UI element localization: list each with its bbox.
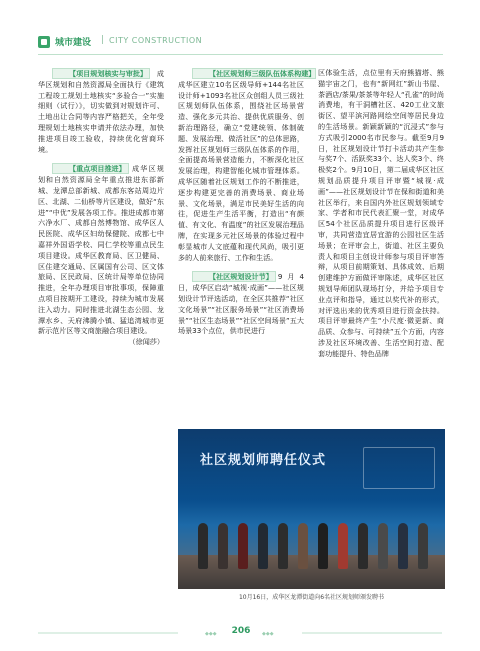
person-figure [238, 523, 248, 569]
person-figure [358, 523, 368, 569]
person-figure [418, 523, 428, 569]
section-title: 城市建设 [55, 38, 92, 48]
section-tag: 【社区规划设计节】 [192, 271, 276, 282]
paragraph-text: 成华区规划和自然资源局全年重点推进东部新城、龙潭总部新城、成都东客站周边片区、北湖、二仙桥等片区建设，做好“东进”“中优”发展各项工作。推进成都市第六净水厂、成都自然博物馆、成华区人民医院、成华区妇幼保健院、成都七中嘉祥外国语学校、同仁学校等重点民生项目建设。成华区教育局、区卫健局、区住建交通局、区属国有公司、区文体旅局、区民政局、区统计局等单位协同推进，全年办理项目审批事项，保障重点项目按期开工建设，持续为城市发展注入动力。同时推进北湖生态公园、龙潭水乡、天府沸腾小镇、猛追湾城市更新示范片区等文商旅融合项目建设。 [38, 164, 164, 336]
person-figure [378, 523, 388, 569]
section-tag: 【项目规划核实与审批】 [52, 68, 150, 79]
header-divider [38, 54, 443, 55]
section-title-english: CITY CONSTRUCTION [109, 36, 203, 45]
title-separator: | [101, 35, 105, 45]
paragraph-text: 成华区规划和自然资源局全面执行《建筑工程竣工规划土地核实“多验合一”实施细则（试行）》，切实做到对规划许可、土地出让合同等内容严格把关，全年受理规划土地核实申请并依法办理，加快推进项目竣工验收，持续优化营商环境。 [38, 69, 164, 154]
footer-ornament: ◆◆◆ [205, 631, 217, 637]
text-column-2 [178, 68, 316, 337]
banner-decoration [363, 447, 435, 489]
person-figure [298, 523, 308, 569]
person-figure [218, 523, 228, 569]
person-figure [198, 523, 208, 569]
text-column-3 [318, 68, 444, 360]
paragraph [38, 68, 164, 155]
section-tag: 【重点项目推进】 [52, 163, 129, 174]
paragraph-text: 区体验生活，点位里有天府熊猫塔、熊猫宇宙之门，也有“新网红”新山书屋、茶酒店/茶果/茶茶等年轻人“孔雀”的时尚消费地，有干洞槽社区、420工业文旅街区、望平滨河路网绘空间等居民身边的生活场景。新颖新颖的“沉浸式”参与方式吸引2000名市民参与。截至9月9日，社区规划设计节打卡活动共产生参与奖7个、活跃奖33个、达人奖3个、终极奖2个。9月10日，第二届成华区社区规划品质提升项目评审暨“城视·成画”——社区规划设计节在保和街道和美社区举行，来自国内外社区规划领域专家、学者和市民代表汇聚一堂，对成华区54个社区品质提升项目进行区级评审，共同营造宜居宜游的公园社区生活场景；在评审会上，街道、社区主要负责人和项目主创设计师参与项目评审答辩，从项目前期策划、具体成效、后期创建维护方面做评审陈述，成华区社区规划导师团队现场打分，并给予项目专业点评和指导，通过以奖代补的形式，对评选出来的优秀项目进行资金扶持。项目评审最终产生“小尺度·微更新、商品质、众参与、可持续”五个方面，内容涉及社区环境改善、生活空间打造、配套功能提升、特色品牌 [318, 68, 444, 358]
footer-divider-left [38, 632, 178, 634]
paragraph [38, 163, 164, 337]
paragraph [318, 68, 444, 360]
person-figure [258, 523, 268, 569]
person-figure [338, 523, 348, 569]
text-column-1 [38, 68, 164, 348]
photo-caption: 10月16日，成华区龙潭街道向6名社区规划师颁发聘书 [238, 594, 385, 601]
person-figure [278, 523, 288, 569]
footer-divider-right [302, 632, 442, 634]
page-number: 206 [231, 626, 251, 636]
event-photo [178, 429, 445, 589]
photo-banner-text: 社区规划师聘任仪式 [200, 453, 327, 468]
paragraph-text: 成华区建立10名区级导师+144名社区设计师+1093名社区众创组人员三级社区规划师队伍体系，围绕社区场景营造、强化多元共治、提供优质服务、创新治理路径，确立“党建统领、体制破题、发展治理、做活社区”的总体思路，发挥社区规划师三级队伍体系的作用，全面提高场景营造能力，不断深化社区发展治理，构建智能化城市管理体系。成华区随着社区规划工作的不断推进，逐步构建更完善的消费场景、商业场景、文化场景，满足市民美好生活的向往，促进生产生活平衡，打造出“有颜值、有文化、有温度”的社区发展治理品牌，在实现多元社区场景的体验过程中彰显城市人文底蕴和现代风尚，吸引更多的人前来旅行、工作和生活。 [178, 79, 304, 262]
author-credit: （徐闻莎） [128, 337, 164, 347]
paragraph-text: 9月4日，成华区启动“城视·成画”——社区规划设计节评选活动，在全区共推荐“社区文化场景”“社区服务场景”“社区消费场景”“社区生态场景”“社区空间场景”五大场景33个点位，供市民进行 [178, 272, 304, 336]
section-logo-icon [38, 36, 50, 48]
section-tag: 【社区规划师三级队伍体系构建】 [192, 68, 316, 79]
paragraph [178, 271, 304, 337]
footer-ornament: ◆◆◆ [262, 631, 274, 637]
person-figure [318, 523, 328, 569]
person-figure [398, 523, 408, 569]
paragraph [178, 68, 316, 263]
page-header [0, 0, 480, 58]
